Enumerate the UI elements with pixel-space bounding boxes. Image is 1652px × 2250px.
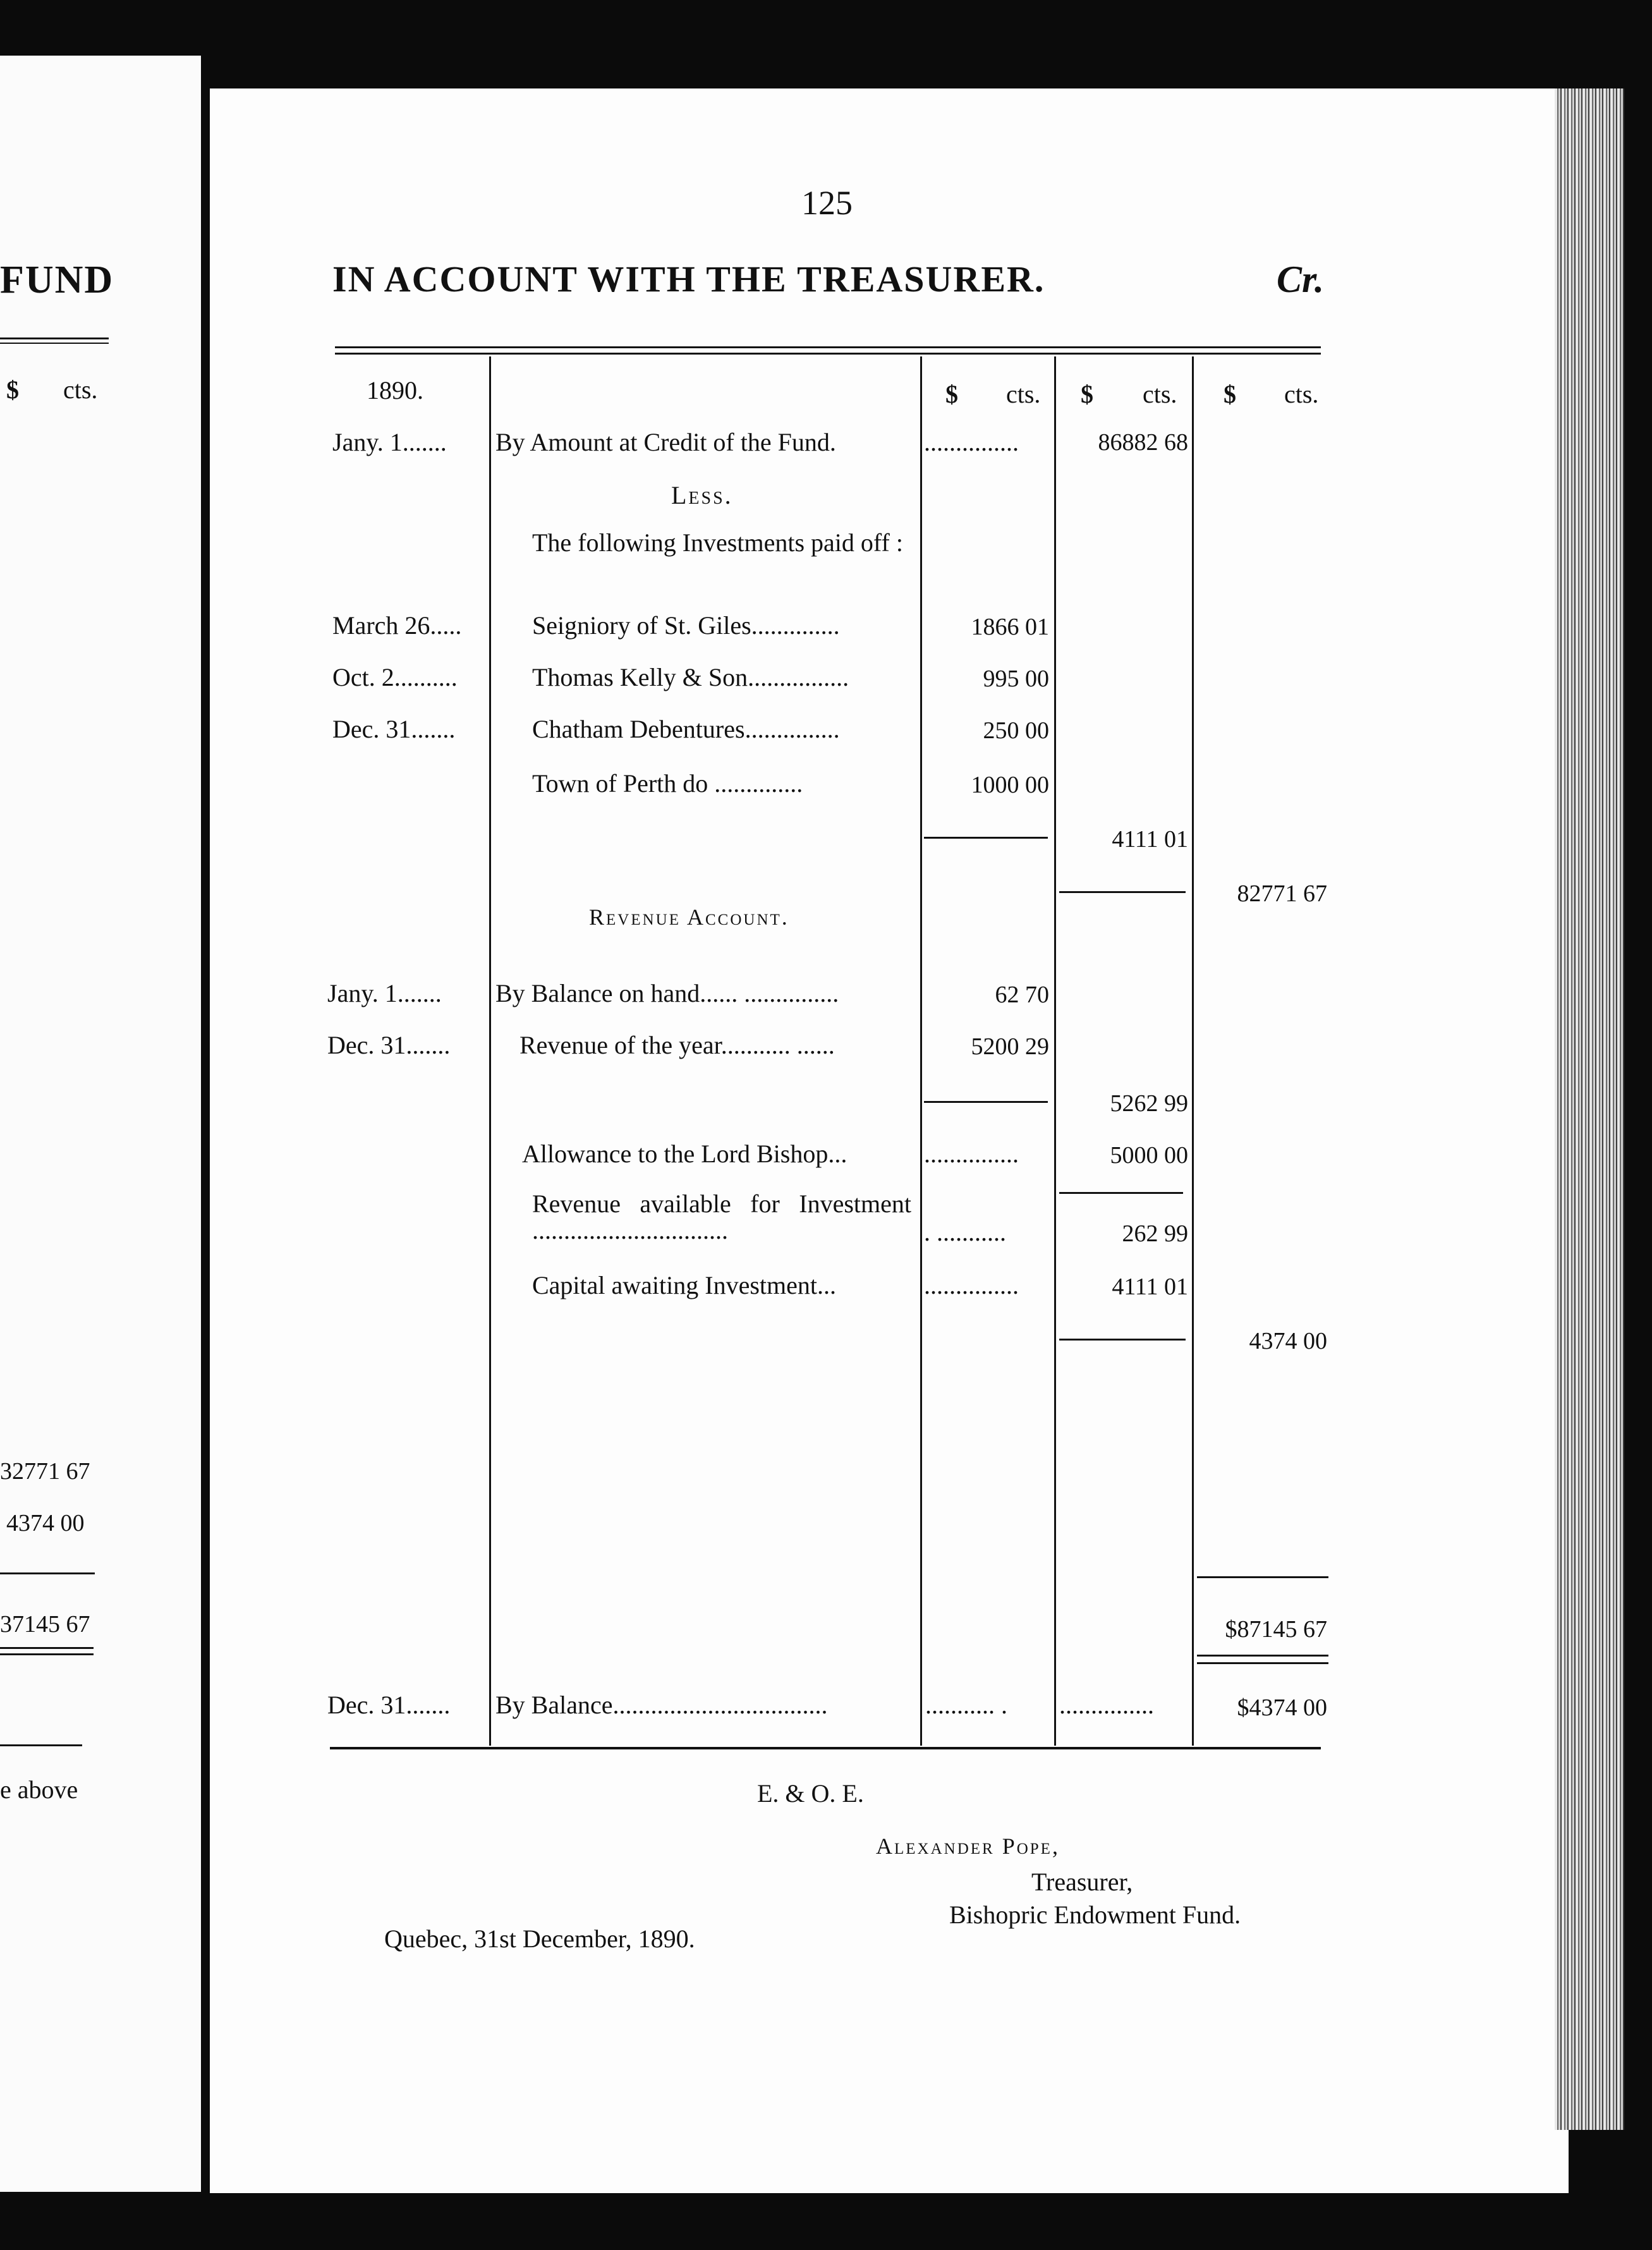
top-rule — [335, 353, 1321, 355]
row-description: Allowance to the Lord Bishop... — [522, 1140, 847, 1168]
row-col3-value: 4374 00 — [1249, 1328, 1327, 1354]
row-description: By Amount at Credit of the Fund. — [495, 428, 836, 456]
bottom-rule — [330, 1747, 1321, 1749]
row-date: Oct. 2.......... — [332, 663, 458, 691]
subtotal-rule — [1059, 1339, 1186, 1341]
column-divider — [489, 356, 491, 1746]
row-description: Revenue available for Investment ............................... — [532, 1189, 911, 1244]
left-rule — [0, 1647, 94, 1649]
row-col1-value: ............... — [924, 1140, 1019, 1168]
row-date: Dec. 31....... — [332, 715, 456, 743]
row-col2-value: 86882 68 — [1098, 429, 1188, 456]
col1-dollar-header: $ — [945, 380, 958, 408]
left-rule — [0, 343, 109, 344]
left-total-1: 32771 67 — [0, 1458, 90, 1485]
errors-omissions-note: E. & O. E. — [757, 1779, 864, 1808]
subtotal-rule — [1059, 1192, 1183, 1194]
treasurer-title: Treasurer, — [1031, 1868, 1133, 1896]
balance-value: $4374 00 — [1237, 1694, 1327, 1721]
row-date: Jany. 1....... — [332, 428, 447, 456]
left-cts-header: cts. — [63, 375, 98, 404]
left-rule — [0, 1572, 95, 1574]
row-col2-value: 5262 99 — [1110, 1090, 1188, 1117]
left-rule — [0, 1744, 82, 1746]
row-date: Jany. 1....... — [327, 979, 442, 1007]
row-description: Town of Perth do .............. — [532, 769, 803, 798]
row-date: Dec. 31....... — [327, 1691, 451, 1719]
subtotal-rule — [924, 1101, 1048, 1103]
total-rule — [1197, 1576, 1328, 1578]
row-col1-value: 995 00 — [983, 666, 1049, 692]
row-col1-value: ........... . — [925, 1691, 1007, 1719]
row-date: March 26..... — [332, 611, 462, 640]
left-rule — [0, 338, 109, 339]
row-description: The following Investments paid off : — [532, 528, 903, 557]
row-col1-value: ............... — [924, 1271, 1019, 1299]
row-col3-value: 82771 67 — [1237, 880, 1327, 907]
treasurer-name: Alexander Pope, — [876, 1833, 1060, 1859]
grand-total: $87145 67 — [1225, 1616, 1327, 1643]
row-col2-value: 262 99 — [1122, 1220, 1188, 1247]
credit-mark: Cr. — [1277, 258, 1325, 300]
top-rule — [335, 346, 1321, 348]
row-col1-value: 5200 29 — [971, 1033, 1049, 1060]
left-rule — [0, 1653, 94, 1655]
row-description: Thomas Kelly & Son................ — [532, 663, 849, 691]
revenue-account-heading: Revenue Account. — [589, 904, 789, 930]
left-dollar-header: $ — [6, 375, 19, 404]
left-text-above: e above — [0, 1775, 78, 1804]
page-title: IN ACCOUNT WITH THE TREASURER. — [332, 258, 1045, 300]
row-description: Seigniory of St. Giles.............. — [532, 611, 840, 640]
col2-dollar-header: $ — [1081, 380, 1093, 408]
col3-cts-header: cts. — [1284, 380, 1319, 408]
column-divider — [920, 356, 922, 1746]
row-col2-value: 5000 00 — [1110, 1142, 1188, 1169]
row-col1-value: 1000 00 — [971, 772, 1049, 798]
row-col1-value: 62 70 — [995, 982, 1049, 1008]
left-fund-heading: FUND — [0, 258, 114, 301]
row-date: Dec. 31....... — [327, 1031, 451, 1059]
column-divider — [1192, 356, 1194, 1746]
row-col2-value: 4111 01 — [1112, 1274, 1188, 1300]
column-divider — [1054, 356, 1056, 1746]
total-rule — [1197, 1655, 1328, 1657]
col3-dollar-header: $ — [1224, 380, 1236, 408]
subtotal-rule — [924, 837, 1048, 839]
total-rule — [1197, 1662, 1328, 1664]
col2-cts-header: cts. — [1143, 380, 1177, 408]
row-description: Chatham Debentures............... — [532, 715, 840, 743]
row-col1-value: 1866 01 — [971, 614, 1049, 640]
left-total-3: 37145 67 — [0, 1611, 90, 1638]
col1-cts-header: cts. — [1006, 380, 1041, 408]
row-description: By Balance.................................. — [495, 1691, 828, 1719]
row-col1-value: . ........... — [924, 1218, 1006, 1246]
subtotal-rule — [1059, 891, 1186, 893]
place-and-date: Quebec, 31st December, 1890. — [384, 1925, 695, 1953]
year-header: 1890. — [367, 376, 423, 404]
row-col1-value: ............... — [924, 428, 1019, 456]
page-edges — [1555, 88, 1624, 2130]
less-heading: Less. — [671, 481, 733, 509]
row-col1-value: 250 00 — [983, 717, 1049, 744]
row-description: Capital awaiting Investment... — [532, 1271, 836, 1299]
left-total-2: 4374 00 — [6, 1510, 85, 1536]
left-page — [0, 56, 201, 2192]
row-description: By Balance on hand...... ............... — [495, 979, 839, 1007]
row-col2-value: ............... — [1059, 1691, 1154, 1719]
fund-name: Bishopric Endowment Fund. — [949, 1900, 1241, 1929]
row-col2-value: 4111 01 — [1112, 826, 1188, 853]
row-description: Revenue of the year........... ...... — [519, 1031, 835, 1059]
page-number: 125 — [801, 184, 853, 222]
